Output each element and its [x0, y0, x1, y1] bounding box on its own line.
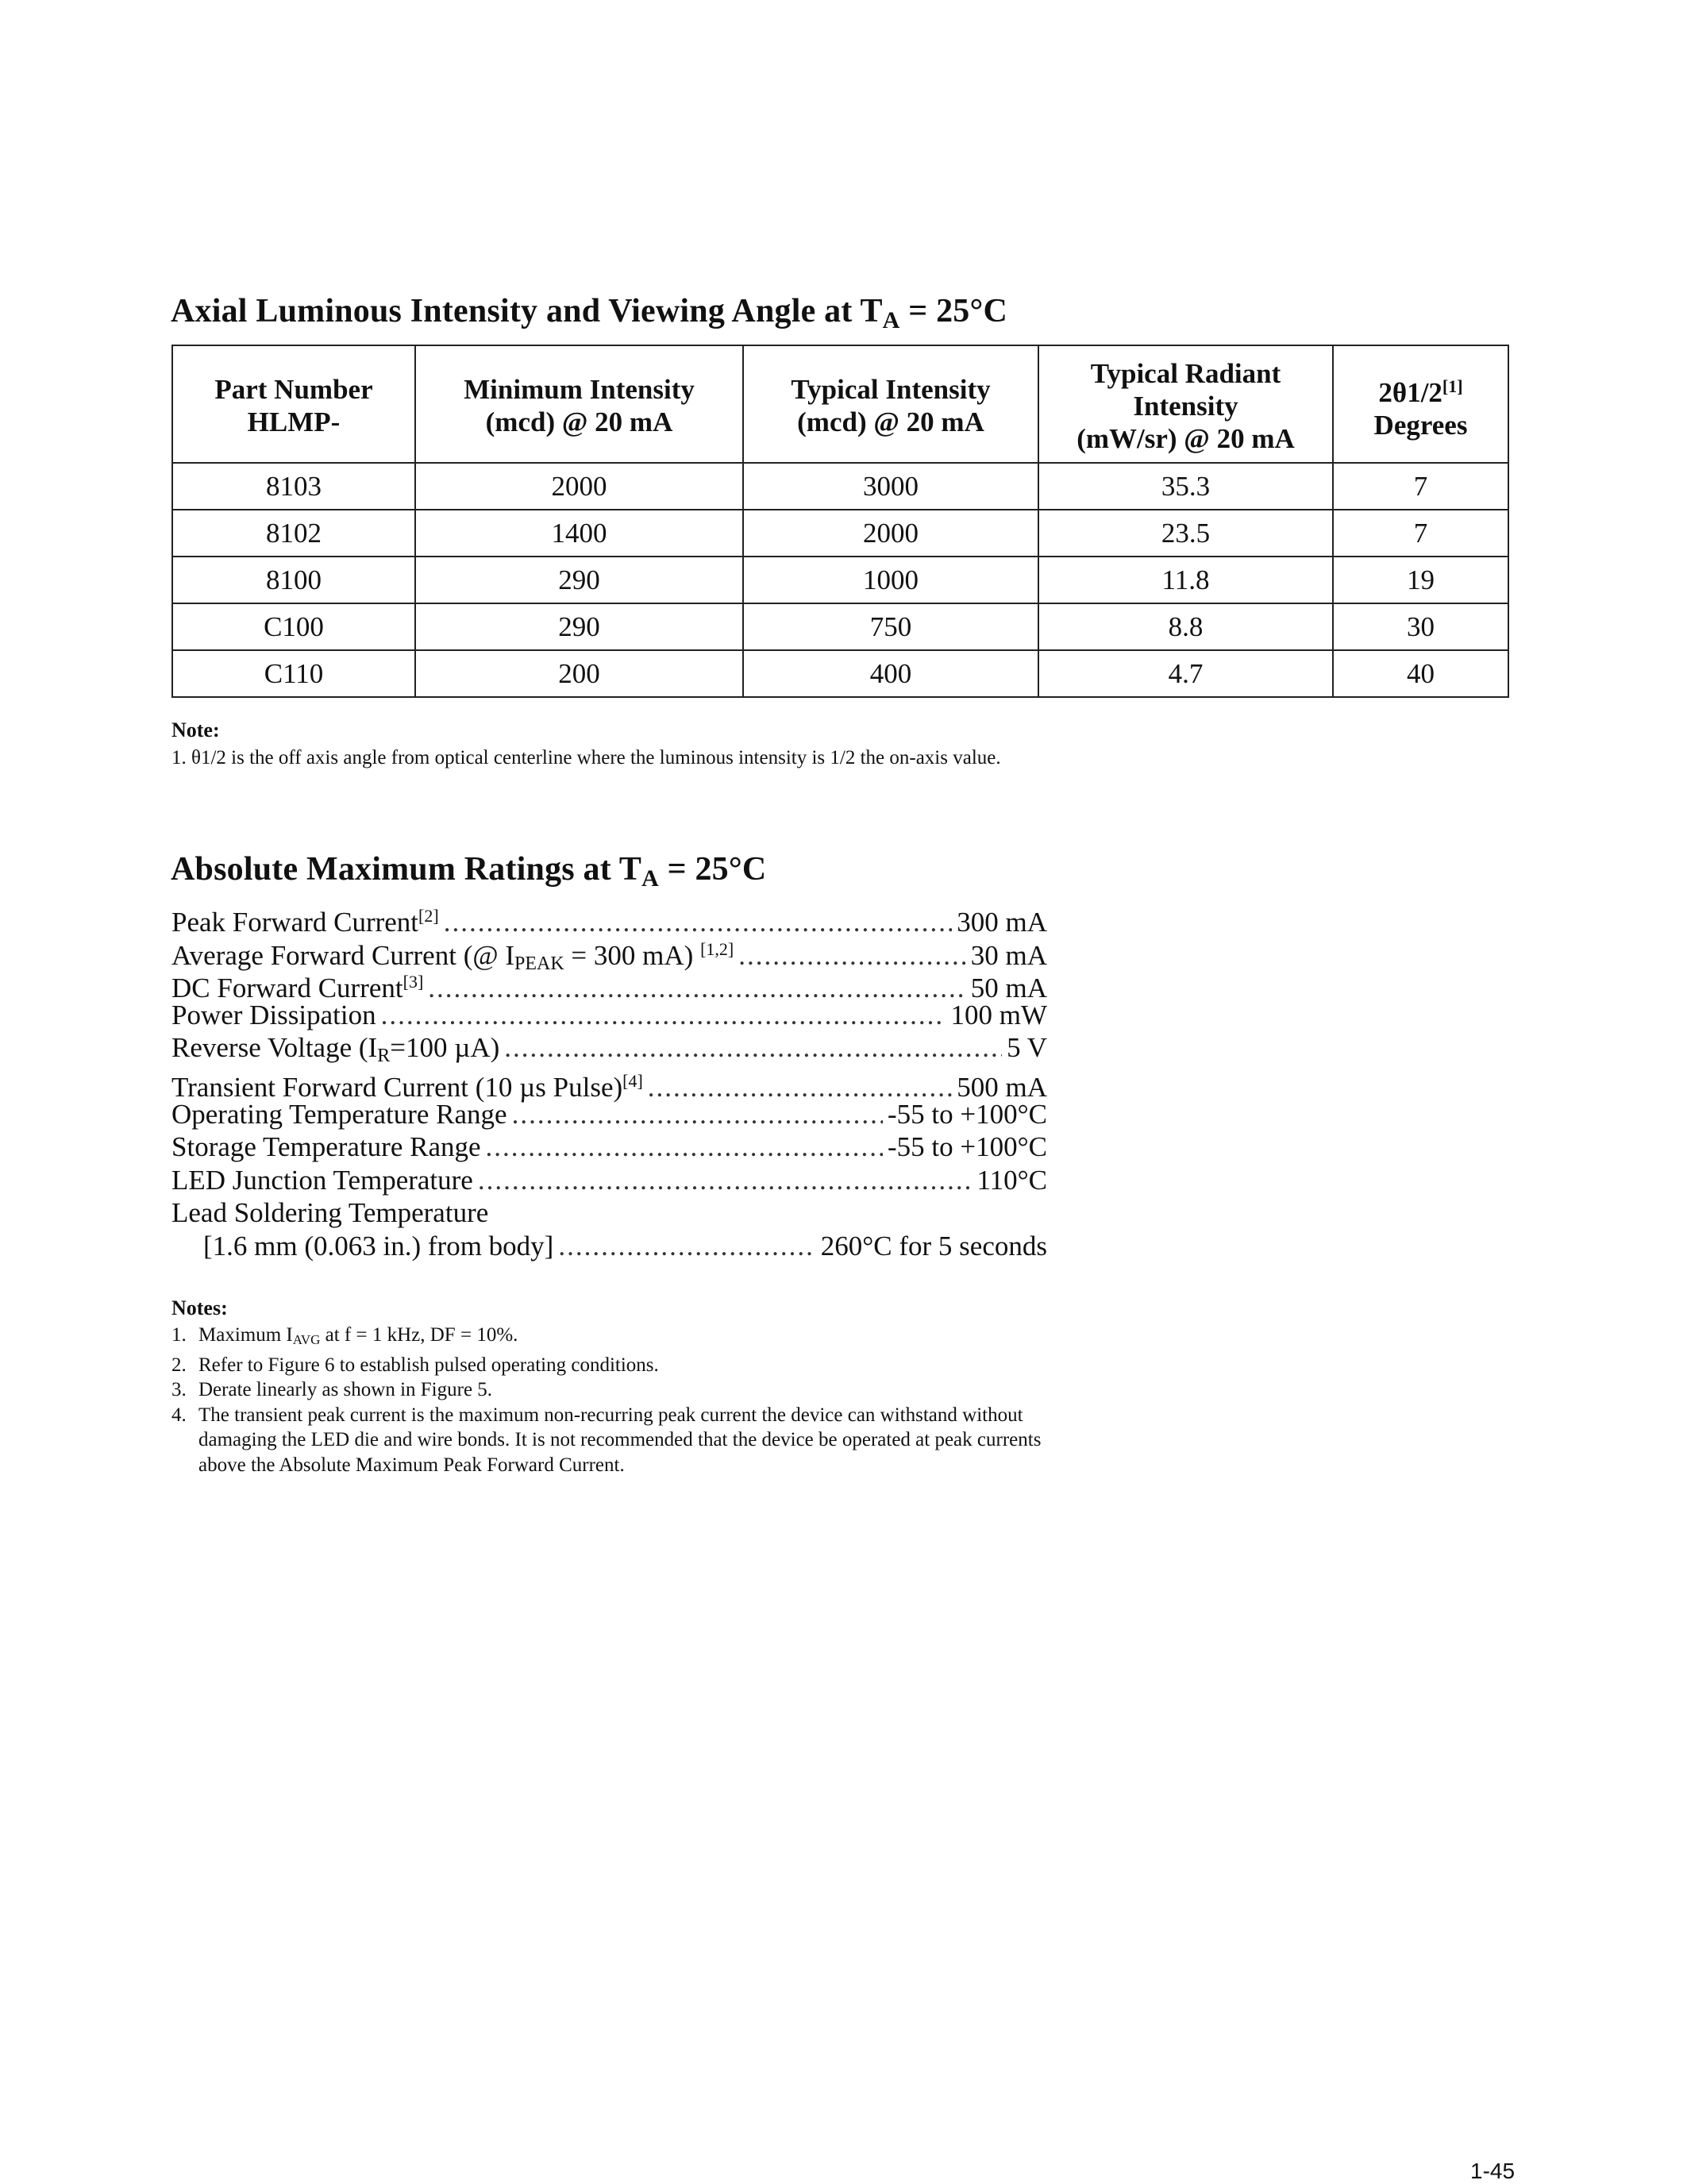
leader-dots: [381, 999, 946, 1032]
cell-degrees: 30: [1333, 603, 1508, 650]
leader-dots: [558, 1230, 815, 1263]
cell-typ-intensity: 400: [743, 650, 1038, 697]
cell-typ-intensity: 2000: [743, 510, 1038, 557]
rating-value: 500 mA: [957, 1071, 1047, 1103]
rating-value: 300 mA: [957, 907, 1047, 938]
rating-lead-soldering-temperature: Lead Soldering Temperature: [171, 1197, 489, 1229]
note-text: 1. θ1/2 is the off axis angle from optical centerline where the luminous intensity is 1/2 the on-axis value.: [171, 747, 1001, 768]
rating-dc-forward-current: DC Forward Current[3] ..... 50 mA: [171, 965, 1047, 999]
note-item: 4. The transient peak current is the maximum non-recurring peak current the device can withstand without damaging the LED die and wire bonds. It is not recommended that the device be operated at peak currents above the Absolute Maximum Peak Forward Current.: [171, 1404, 1042, 1476]
cell-part-number: 8103: [172, 463, 415, 510]
table-row: [172, 463, 1508, 510]
rating-storage-temperature: Storage Temperature Range ..... -55 to +100°C: [171, 1131, 1047, 1164]
rating-value: 260°C for 5 seconds: [820, 1230, 1047, 1261]
cell-min-intensity: 2000: [415, 463, 743, 510]
table-row: [172, 557, 1508, 603]
notes-list: [171, 1323, 1061, 1477]
cell-part-number: 8102: [172, 510, 415, 557]
cell-typ-intensity: 750: [743, 603, 1038, 650]
ratings-list: [171, 899, 1047, 1263]
rating-value: 50 mA: [970, 973, 1047, 1004]
cell-typ-intensity: 3000: [743, 463, 1038, 510]
cell-degrees: 19: [1333, 557, 1508, 603]
cell-typ-intensity: 1000: [743, 557, 1038, 603]
leader-dots: [738, 939, 966, 973]
luminous-intensity-table: [171, 345, 1509, 698]
cell-part-number: C110: [172, 650, 415, 697]
rating-power-dissipation: Power Dissipation ..... 100 mW: [171, 999, 1047, 1032]
rating-reverse-voltage: Reverse Voltage ($I_R=100$ µA) ..... 5 V: [171, 1031, 1047, 1065]
leader-dots: [478, 1164, 973, 1197]
rating-value: 100 mW: [950, 999, 1047, 1030]
rating-value: 5 V: [1007, 1032, 1047, 1064]
cell-radiant-intensity: 4.7: [1038, 650, 1333, 697]
cell-min-intensity: 200: [415, 650, 743, 697]
cell-radiant-intensity: 11.8: [1038, 557, 1333, 603]
leader-dots: [512, 1098, 883, 1131]
section-title-absolute-maximum-ratings: Absolute Maximum Ratings at $T_A = 25^\circ C$: [171, 851, 767, 892]
rating-lead-soldering-detail: [1.6 mm (0.063 in.) from body] ..... 260°C for 5 seconds: [171, 1230, 1047, 1263]
cell-radiant-intensity: 23.5: [1038, 510, 1333, 557]
cell-min-intensity: 290: [415, 557, 743, 603]
note-item: 2. Refer to Figure 6 to establish pulsed operating conditions.: [171, 1354, 659, 1376]
rating-average-forward-current: Average Forward Current (@ $I_{PEAK} = 300$ mA) [1,2] ..... 30 mA: [171, 933, 1047, 966]
cell-radiant-intensity: 8.8: [1038, 603, 1333, 650]
table-row: [172, 510, 1508, 557]
header-minimum-intensity: Minimum Intensity (mcd) @ 20 mA: [415, 345, 743, 463]
leader-dots: [504, 1031, 1002, 1065]
table-row: [172, 603, 1508, 650]
rating-operating-temperature: Operating Temperature Range ..... -55 to +100°C: [171, 1098, 1047, 1131]
cell-radiant-intensity: 35.3: [1038, 463, 1333, 510]
rating-value: -55 to +100°C: [888, 1098, 1047, 1130]
table-header-row: [172, 345, 1508, 463]
rating-value: 110°C: [976, 1164, 1047, 1196]
header-typical-intensity: Typical Intensity (mcd) @ 20 mA: [743, 345, 1038, 463]
section-title-luminous-intensity: Axial Luminous Intensity and Viewing Angle at $T_A = 25^\circ C$: [171, 293, 1008, 333]
cell-part-number: C100: [172, 603, 415, 650]
cell-part-number: 8100: [172, 557, 415, 603]
header-part-number: Part Number HLMP-: [172, 345, 415, 463]
cell-min-intensity: 290: [415, 603, 743, 650]
cell-degrees: 40: [1333, 650, 1508, 697]
leader-dots: [486, 1131, 884, 1164]
header-viewing-angle: 2θ1/2[1] Degrees: [1333, 345, 1508, 463]
rating-led-junction-temperature: LED Junction Temperature ..... 110°C: [171, 1164, 1047, 1197]
note-item: 3. Derate linearly as shown in Figure 5.: [171, 1379, 493, 1400]
note-heading: Note:: [171, 718, 220, 741]
cell-min-intensity: 1400: [415, 510, 743, 557]
page-number: 1-45: [1470, 2159, 1516, 2183]
rating-value: -55 to +100°C: [888, 1131, 1047, 1163]
cell-degrees: 7: [1333, 510, 1508, 557]
rating-peak-forward-current: Peak Forward Current[2] ..... 300 mA: [171, 899, 1047, 933]
header-typical-radiant-intensity: Typical Radiant Intensity (mW/sr) @ 20 mA: [1038, 345, 1333, 463]
notes-heading: Notes:: [171, 1296, 228, 1319]
cell-degrees: 7: [1333, 463, 1508, 510]
rating-transient-forward-current: Transient Forward Current (10 µs Pulse)[4] ..... 500 mA: [171, 1065, 1047, 1098]
note-item: 1. Maximum $I_{AVG}$ at f = 1 kHz, DF = 10%.: [171, 1324, 518, 1347]
rating-value: 30 mA: [970, 939, 1047, 971]
table-row: [172, 650, 1508, 697]
